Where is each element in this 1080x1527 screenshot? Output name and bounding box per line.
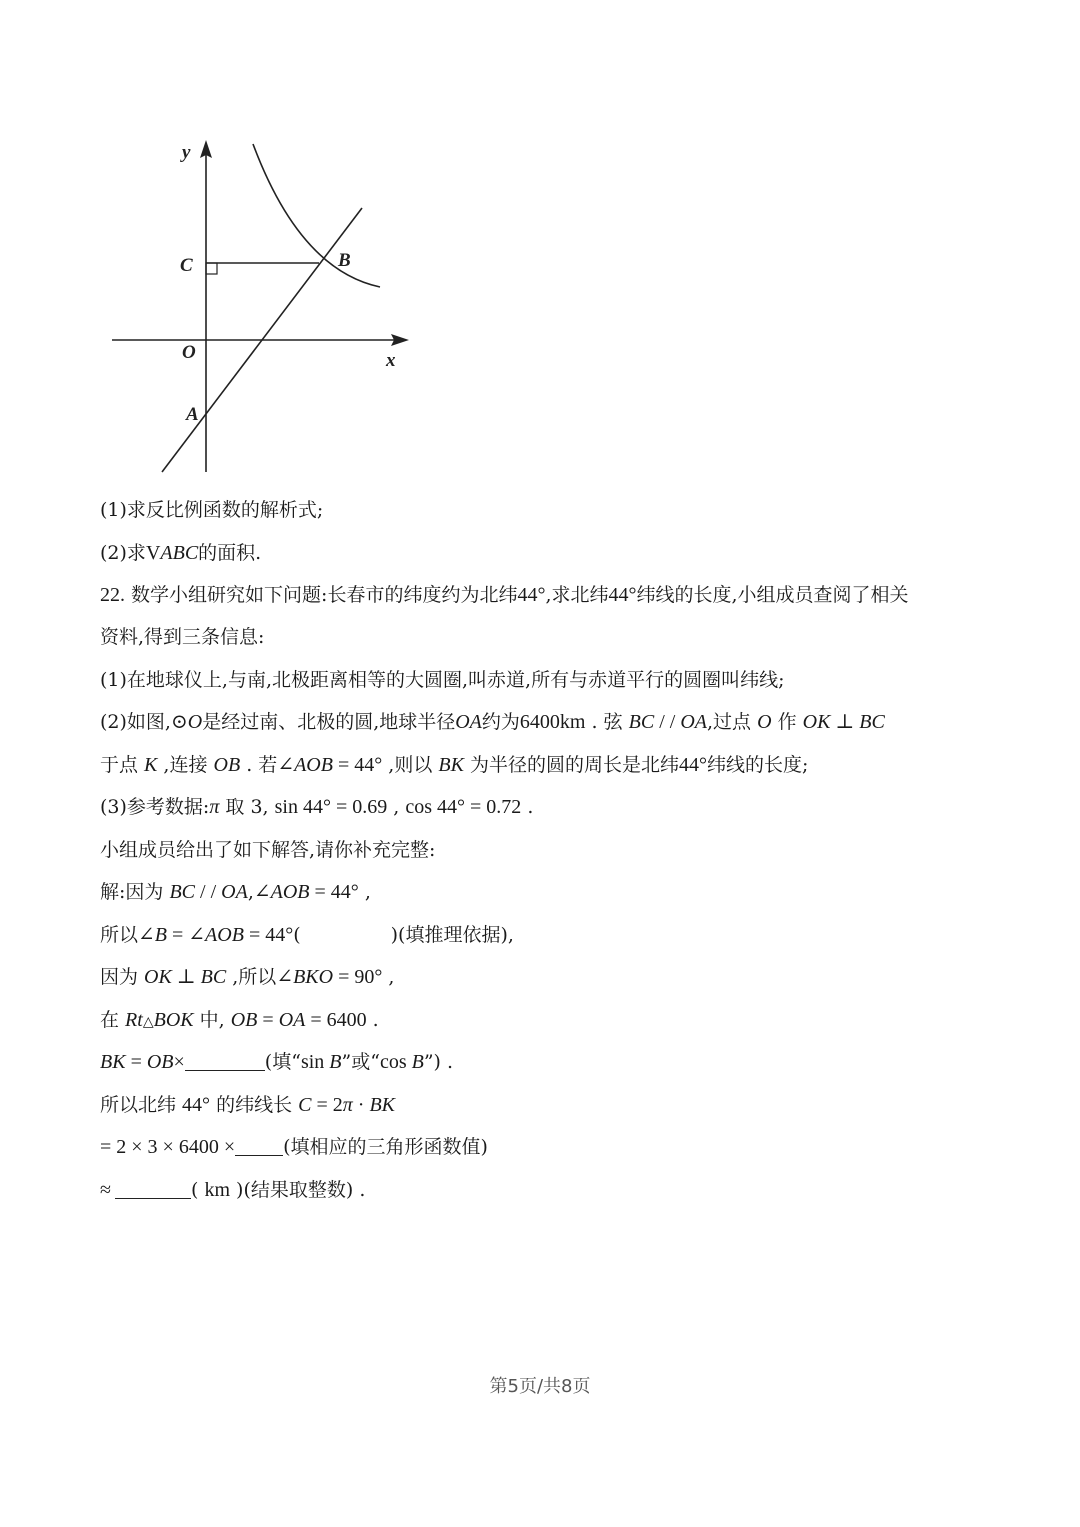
sol5-b2: B <box>411 1051 424 1073</box>
sol6-v: 44° <box>182 1094 211 1116</box>
info3-t4: . <box>521 796 534 818</box>
sol5-bk: BK <box>100 1051 126 1073</box>
sol1-aob: AOB <box>270 881 310 903</box>
label-b: B <box>338 250 351 271</box>
info3-t2: 取 3, <box>219 796 275 818</box>
sol4-rt: Rt <box>125 1009 143 1031</box>
info3-line <box>100 793 533 821</box>
prompt-line: 小组成员给出了如下解答,请你补充完整: <box>100 839 436 861</box>
q2-abc: ABC <box>160 542 199 564</box>
sol4-t3: . <box>366 1009 379 1031</box>
info2a-km: 6400km <box>519 711 586 733</box>
sol6-c: C <box>298 1094 312 1116</box>
circle-symbol: ⊙ <box>170 711 188 733</box>
sol4-eq1: = <box>257 1009 279 1031</box>
q2-line <box>100 539 261 567</box>
trig-blank[interactable] <box>185 1050 265 1071</box>
sol6-dot: · <box>352 1094 370 1116</box>
info2b-t6: 纬线的长度; <box>706 754 809 776</box>
sol1-parallel: / / <box>195 881 222 903</box>
p22-line1 <box>100 581 909 609</box>
sol1-eq: = 44° <box>309 881 359 903</box>
sol8-approx: ≈ <box>100 1179 111 1201</box>
sol3-eq: = 90° <box>333 966 383 988</box>
p22-line2: 资料,得到三条信息: <box>100 626 265 648</box>
q1-line <box>100 496 323 524</box>
info1-text: 在地球仪上,与南,北极距离相等的大圆圈,叫赤道,所有与赤道平行的圆圈叫纬线; <box>126 669 785 691</box>
sol4-t2: 中, <box>193 1009 231 1031</box>
sol4-ob: OB <box>230 1009 258 1031</box>
sol6-t2: 的纬线长 <box>210 1094 299 1116</box>
q2-pre: 求 <box>126 542 146 564</box>
coordinate-graph <box>100 130 430 480</box>
sol6-eq: = 2 <box>311 1094 343 1116</box>
info2-num: (2) <box>100 711 127 733</box>
info2a-line <box>100 708 885 736</box>
info2b-aob: AOB <box>294 754 333 776</box>
sol8-km: km <box>204 1179 230 1201</box>
sol1-angle: ∠ <box>253 881 271 903</box>
sol2-angle2: ∠ <box>188 924 206 946</box>
sol1-oa: OA <box>221 881 248 903</box>
info2a-perp: ⊥ <box>830 711 860 733</box>
info2b-t1: 于点 <box>100 754 145 776</box>
info2b-ob: OB <box>213 754 241 776</box>
p22-line1-t3: 纬线的长度,小组成员查阅了相关 <box>636 584 909 606</box>
sol3-t3: , <box>382 966 395 988</box>
info2a-t4: . 弦 <box>585 711 629 733</box>
info3-t1: 参考数据: <box>126 796 210 818</box>
q2-num: (2) <box>100 542 127 564</box>
info2a-t1: 如图, <box>126 711 171 733</box>
sol5-sin: sin <box>300 1051 330 1073</box>
sol2-open-paren: ( <box>293 924 301 946</box>
label-o: O <box>182 342 196 363</box>
info2a-t3: 约为 <box>481 711 520 733</box>
sol8-t1: ( <box>190 1179 205 1201</box>
sol4-triangle: △ <box>142 1015 154 1030</box>
sol8-t2: )(结果取整数) . <box>230 1179 366 1201</box>
sol6-bk: BK <box>369 1094 396 1116</box>
info2b-eq: = 44° <box>332 754 383 776</box>
info2b-t4: ,则以 <box>382 754 439 776</box>
info2a-bc2: BC <box>859 711 885 733</box>
sol5-t2: ”或“ <box>341 1051 380 1073</box>
sol5-t1: (填“ <box>264 1051 301 1073</box>
info2b-t2: ,连接 <box>157 754 214 776</box>
sol2-eq1: = <box>167 924 189 946</box>
label-a: A <box>186 404 199 425</box>
sol2-aob: AOB <box>205 924 244 946</box>
info3-num: (3) <box>100 796 127 818</box>
info3-cos: cos 44° = 0.72 <box>405 796 522 818</box>
sol6-line <box>100 1091 395 1119</box>
sol4-bok: BOK <box>153 1009 194 1031</box>
hyperbola-curve <box>253 144 380 287</box>
q2-tri: V <box>145 542 161 564</box>
label-c: C <box>180 255 193 276</box>
info2b-v: 44° <box>678 754 707 776</box>
sol3-t1: 因为 <box>100 966 145 988</box>
sol3-ok: OK <box>144 966 172 988</box>
info3-t3: , <box>387 796 406 818</box>
info2a-o1: O <box>187 711 203 733</box>
right-angle-mark <box>206 263 217 274</box>
sol2-eq2: = 44° <box>243 924 294 946</box>
sol4-t1: 在 <box>100 1009 126 1031</box>
sol5-times: × <box>173 1051 185 1073</box>
p22-v2: 44° <box>608 584 637 606</box>
sol3-perp: ⊥ <box>171 966 201 988</box>
sol4-line <box>100 1006 379 1037</box>
label-x: x <box>386 350 396 371</box>
q2-post: 的面积. <box>198 542 262 564</box>
sol1-bc: BC <box>169 881 196 903</box>
sol3-bc: BC <box>200 966 227 988</box>
sol2-angle1: ∠ <box>138 924 155 946</box>
info2a-o2: O <box>757 711 772 733</box>
q1-num: (1) <box>100 499 127 521</box>
info3-pi: π <box>209 796 220 818</box>
sol4-eq2: = 6400 <box>305 1009 367 1031</box>
sol7-expr: = 2 × 3 × 6400 × <box>100 1136 236 1158</box>
sol5-b1: B <box>329 1051 342 1073</box>
sol6-t1: 所以北纬 <box>100 1094 183 1116</box>
info2b-t3: . 若 <box>240 754 278 776</box>
sol3-line <box>100 963 394 991</box>
sol3-angle: ∠ <box>276 966 294 988</box>
sol1-t1: 解:因为 <box>100 881 170 903</box>
info2a-bc1: BC <box>628 711 655 733</box>
value-blank[interactable] <box>235 1135 283 1156</box>
sol3-bko: BKO <box>293 966 334 988</box>
sol1-t2: , <box>247 881 254 903</box>
p22-v1: 44° <box>517 584 546 606</box>
info2a-t2: 是经过南、北极的圆,地球半径 <box>202 711 456 733</box>
sol6-pi: π <box>342 1094 353 1116</box>
info2b-angle: ∠ <box>277 754 295 776</box>
info1-num: (1) <box>100 669 127 691</box>
sol5-ob: OB <box>146 1051 174 1073</box>
info2b-bk: BK <box>438 754 464 776</box>
sol5-line <box>100 1048 453 1076</box>
sol1-t3: , <box>358 881 371 903</box>
q1-text: 求反比例函数的解析式; <box>126 499 324 521</box>
sol2-t3: )(填推理依据), <box>390 924 514 946</box>
sol8-line <box>100 1176 365 1204</box>
info2b-k: K <box>144 754 158 776</box>
info2a-t5: ,过点 <box>707 711 758 733</box>
sol5-eq: = <box>125 1051 147 1073</box>
sol7-t1: (填相应的三角形函数值) <box>283 1136 488 1158</box>
page-footer: 第5页/共8页 <box>489 1376 591 1397</box>
sol5-cos: cos <box>379 1051 412 1073</box>
info2b-t5: 为半径的圆的周长是北纬 <box>463 754 679 776</box>
info2a-oa2: OA <box>680 711 708 733</box>
sol4-oa: OA <box>278 1009 306 1031</box>
info2a-oa1: OA <box>455 711 482 733</box>
p22-line1-t1: 数学小组研究如下问题:长春市的纬度约为北纬 <box>125 584 518 606</box>
p22-line1-t2: ,求北纬 <box>545 584 609 606</box>
sol7-line <box>100 1133 488 1161</box>
result-blank[interactable] <box>115 1178 191 1199</box>
info2a-t6: 作 <box>771 711 803 733</box>
info1-line <box>100 666 784 694</box>
info2b-line <box>100 751 808 779</box>
sol3-t2: ,所以 <box>226 966 277 988</box>
sol2-t1: 所以 <box>100 924 139 946</box>
sol5-t3: ”) . <box>423 1051 454 1073</box>
label-y: y <box>182 142 191 163</box>
sol2-b: B <box>154 924 167 946</box>
sol2-line <box>100 921 514 949</box>
p22-num: 22. <box>100 584 125 606</box>
info3-sin: sin 44° = 0.69 <box>274 796 388 818</box>
info2a-parallel: / / <box>654 711 681 733</box>
info2a-ok: OK <box>802 711 831 733</box>
sol1-line <box>100 878 371 906</box>
